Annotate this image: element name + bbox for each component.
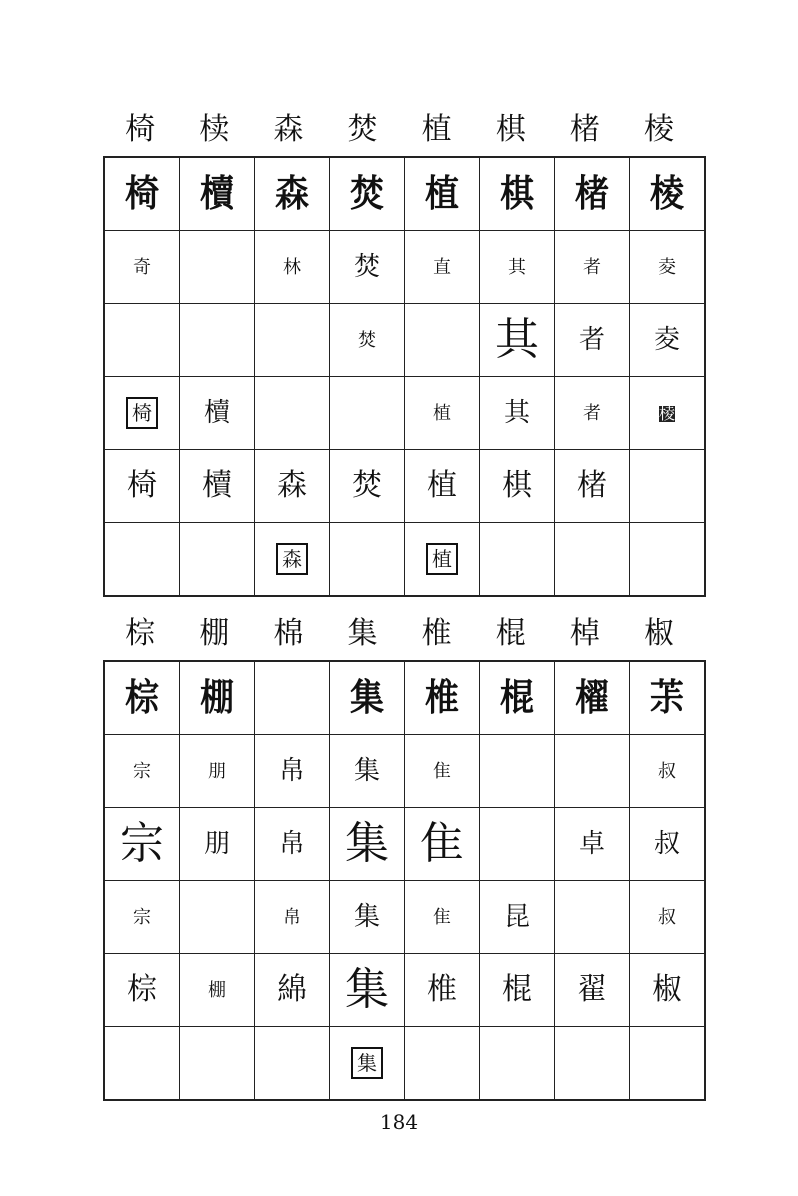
- glyph-cell: [405, 1027, 480, 1101]
- glyph-cell: [480, 231, 555, 304]
- header-char: 焚: [347, 112, 378, 147]
- glyph-cell: [330, 450, 405, 523]
- glyph-cell: [405, 304, 480, 377]
- glyph-variant: 帛: [278, 756, 305, 786]
- glyph-cell: [480, 304, 555, 377]
- glyph-cell: [180, 881, 255, 954]
- header-char: 植: [421, 112, 452, 147]
- glyph-cell: [255, 377, 330, 450]
- glyph-cell: [330, 1027, 405, 1101]
- glyph-variant: 者: [583, 402, 601, 424]
- glyph-cell: [255, 304, 330, 377]
- glyph-variant: 宗: [133, 760, 151, 782]
- glyph-cell: [555, 1027, 630, 1101]
- glyph-cell: [180, 304, 255, 377]
- glyph-cell: [330, 157, 405, 231]
- glyph-cell: [630, 881, 706, 954]
- table-row: [104, 304, 705, 377]
- glyph-cell: [180, 231, 255, 304]
- glyph-variant: 棋: [500, 172, 534, 216]
- glyph-cell: [480, 1027, 555, 1101]
- glyph-variant: 棕: [125, 676, 159, 720]
- header-char: 棕: [125, 616, 156, 651]
- glyph-cell: [555, 735, 630, 808]
- glyph-cell: [480, 157, 555, 231]
- header-char: 棋: [495, 112, 526, 147]
- glyph-variant: 綿: [277, 972, 307, 1007]
- page-number: 184: [379, 1110, 419, 1134]
- glyph-variant: 集: [350, 676, 384, 720]
- table-row: [104, 808, 705, 881]
- glyph-cell: [330, 954, 405, 1027]
- glyph-cell: [630, 735, 706, 808]
- header-char: 椒: [643, 616, 674, 651]
- glyph-cell: [405, 735, 480, 808]
- header-char: 森: [273, 112, 304, 147]
- glyph-cell: [405, 450, 480, 523]
- glyph-variant: 隹: [433, 906, 451, 928]
- glyph-variant: 森: [275, 172, 309, 216]
- table-row: [104, 157, 705, 231]
- glyph-cell: [480, 954, 555, 1027]
- glyph-variant: 棕: [127, 972, 157, 1007]
- glyph-variant: 茮: [650, 676, 684, 720]
- glyph-cell: [405, 881, 480, 954]
- glyph-cell: [104, 157, 180, 231]
- glyph-cell: [180, 661, 255, 735]
- glyph-cell: [180, 954, 255, 1027]
- glyph-variant: 椒: [652, 972, 682, 1007]
- glyph-variant: 集: [353, 756, 380, 786]
- glyph-variant: 棚: [200, 676, 234, 720]
- glyph-cell: [330, 661, 405, 735]
- glyph-variant: 隹: [433, 760, 451, 782]
- glyph-cell: [555, 157, 630, 231]
- glyph-variant: 叔: [658, 906, 676, 928]
- glyph-cell: [104, 808, 180, 881]
- glyph-cell: [630, 661, 706, 735]
- glyph-variant: 帛: [278, 829, 305, 859]
- glyph-variant: 焚: [358, 329, 376, 351]
- glyph-cell: [255, 661, 330, 735]
- glyph-variant: 朋: [203, 829, 230, 859]
- glyph-cell: [555, 450, 630, 523]
- glyph-variant: 集: [345, 964, 389, 1015]
- table-row: [104, 1027, 705, 1101]
- glyph-cell: [480, 881, 555, 954]
- glyph-variant: 宗: [133, 906, 151, 928]
- glyph-cell: [480, 735, 555, 808]
- glyph-variant: 焚: [350, 172, 384, 216]
- glyph-cell: [630, 808, 706, 881]
- glyph-cell: [330, 377, 405, 450]
- glyph-variant: 焚: [352, 468, 382, 503]
- glyph-cell: [405, 661, 480, 735]
- glyph-cell: [630, 450, 706, 523]
- glyph-cell: [480, 377, 555, 450]
- glyph-variant: 棍: [502, 972, 532, 1007]
- glyph-variant: 椎: [427, 972, 457, 1007]
- header-row-1: [103, 110, 696, 150]
- glyph-variant: 者: [578, 325, 605, 355]
- glyph-cell: [330, 881, 405, 954]
- header-char: 集: [347, 616, 378, 651]
- glyph-variant: 宗: [120, 818, 164, 869]
- glyph-cell: [480, 450, 555, 523]
- table-row: [104, 523, 705, 597]
- glyph-cell: [255, 881, 330, 954]
- glyph-variant: 翟: [577, 972, 607, 1007]
- glyph-variant: 椅: [125, 172, 159, 216]
- glyph-cell: [630, 377, 706, 450]
- glyph-cell: [555, 377, 630, 450]
- glyph-variant: 櫂: [575, 676, 609, 720]
- glyph-cell: [555, 661, 630, 735]
- glyph-cell: [480, 808, 555, 881]
- header-char: 椅: [125, 112, 156, 147]
- glyph-variant: 植: [433, 402, 451, 424]
- glyph-cell: [180, 157, 255, 231]
- header-char: 椎: [421, 616, 452, 651]
- glyph-variant: 集: [345, 818, 389, 869]
- glyph-variant: 櫝: [200, 172, 234, 216]
- glyph-cell: [104, 1027, 180, 1101]
- glyph-cell: [255, 735, 330, 808]
- glyph-variant: 叔: [653, 829, 680, 859]
- glyph-cell: [480, 661, 555, 735]
- glyph-cell: [330, 735, 405, 808]
- glyph-variant: 卓: [578, 829, 605, 859]
- glyph-variant: 楮: [575, 172, 609, 216]
- glyph-cell: [330, 231, 405, 304]
- glyph-variant: 隹: [420, 818, 464, 869]
- glyph-cell: [104, 735, 180, 808]
- glyph-table-2: [103, 660, 706, 1101]
- glyph-cell: [555, 231, 630, 304]
- glyph-cell: [104, 954, 180, 1027]
- glyph-variant: 朋: [208, 760, 226, 782]
- header-char: 棚: [199, 616, 230, 651]
- glyph-cell: [630, 157, 706, 231]
- glyph-cell: [180, 735, 255, 808]
- glyph-cell: [630, 231, 706, 304]
- glyph-cell: [405, 523, 480, 597]
- glyph-cell: [255, 231, 330, 304]
- glyph-variant: 棚: [208, 979, 226, 1001]
- glyph-cell: [555, 523, 630, 597]
- glyph-variant: 焚: [353, 252, 380, 282]
- glyph-cell: [630, 1027, 706, 1101]
- glyph-cell: [104, 450, 180, 523]
- glyph-cell: [555, 881, 630, 954]
- glyph-cell: [330, 304, 405, 377]
- glyph-variant: 帛: [283, 906, 301, 928]
- glyph-cell: [104, 304, 180, 377]
- glyph-cell: [255, 157, 330, 231]
- glyph-variant: 森: [276, 543, 308, 575]
- glyph-cell: [104, 881, 180, 954]
- glyph-cell: [180, 377, 255, 450]
- glyph-cell: [104, 661, 180, 735]
- glyph-cell: [555, 808, 630, 881]
- glyph-cell: [405, 231, 480, 304]
- table-row: [104, 450, 705, 523]
- glyph-cell: [405, 808, 480, 881]
- glyph-cell: [180, 523, 255, 597]
- table-row: [104, 661, 705, 735]
- glyph-variant: 夌: [653, 325, 680, 355]
- glyph-variant: 棱: [650, 172, 684, 216]
- glyph-variant: 椅: [127, 468, 157, 503]
- glyph-variant: 奇: [133, 256, 151, 278]
- glyph-variant: 櫝: [203, 398, 230, 428]
- header-char: 椟: [199, 112, 230, 147]
- glyph-variant: 椅: [126, 397, 158, 429]
- glyph-variant: 植: [426, 543, 458, 575]
- glyph-cell: [104, 231, 180, 304]
- header-char: 棱: [643, 112, 674, 147]
- table-row: [104, 735, 705, 808]
- glyph-variant: 者: [583, 256, 601, 278]
- glyph-cell: [555, 954, 630, 1027]
- glyph-variant: 集: [351, 1047, 383, 1079]
- glyph-cell: [630, 304, 706, 377]
- glyph-variant: 植: [427, 468, 457, 503]
- glyph-cell: [480, 523, 555, 597]
- glyph-cell: [104, 377, 180, 450]
- glyph-variant: 櫝: [202, 468, 232, 503]
- glyph-cell: [255, 523, 330, 597]
- glyph-cell: [255, 808, 330, 881]
- glyph-variant: 植: [425, 172, 459, 216]
- table-row: [104, 954, 705, 1027]
- glyph-variant: 棋: [502, 468, 532, 503]
- glyph-cell: [255, 450, 330, 523]
- glyph-cell: [330, 808, 405, 881]
- glyph-variant: 叔: [658, 760, 676, 782]
- header-char: 棍: [495, 616, 526, 651]
- glyph-table-1: [103, 156, 706, 597]
- glyph-cell: [405, 157, 480, 231]
- glyph-variant: 其: [495, 314, 539, 365]
- glyph-cell: [180, 450, 255, 523]
- glyph-variant: 林: [283, 256, 301, 278]
- glyph-variant: 棍: [500, 676, 534, 720]
- glyph-cell: [630, 954, 706, 1027]
- glyph-variant: 夌: [658, 256, 676, 278]
- glyph-cell: [330, 523, 405, 597]
- header-row-2: [103, 614, 696, 654]
- glyph-cell: [180, 808, 255, 881]
- glyph-variant: 直: [433, 256, 451, 278]
- header-char: 棉: [273, 616, 304, 651]
- glyph-variant: 其: [508, 256, 526, 278]
- glyph-variant: 椎: [425, 676, 459, 720]
- glyph-variant: 其: [503, 398, 530, 428]
- glyph-variant: 森: [277, 468, 307, 503]
- table-row: [104, 231, 705, 304]
- glyph-cell: [405, 377, 480, 450]
- glyph-cell: [255, 1027, 330, 1101]
- glyph-variant: 集: [353, 902, 380, 932]
- header-char: 棹: [569, 616, 600, 651]
- glyph-cell: [255, 954, 330, 1027]
- table-row: [104, 377, 705, 450]
- glyph-cell: [630, 523, 706, 597]
- glyph-cell: [555, 304, 630, 377]
- glyph-variant: 棱: [658, 403, 675, 423]
- glyph-variant: 楮: [577, 468, 607, 503]
- glyph-cell: [104, 523, 180, 597]
- glyph-cell: [405, 954, 480, 1027]
- glyph-variant: 昆: [503, 902, 530, 932]
- header-char: 楮: [569, 112, 600, 147]
- glyph-cell: [180, 1027, 255, 1101]
- table-row: [104, 881, 705, 954]
